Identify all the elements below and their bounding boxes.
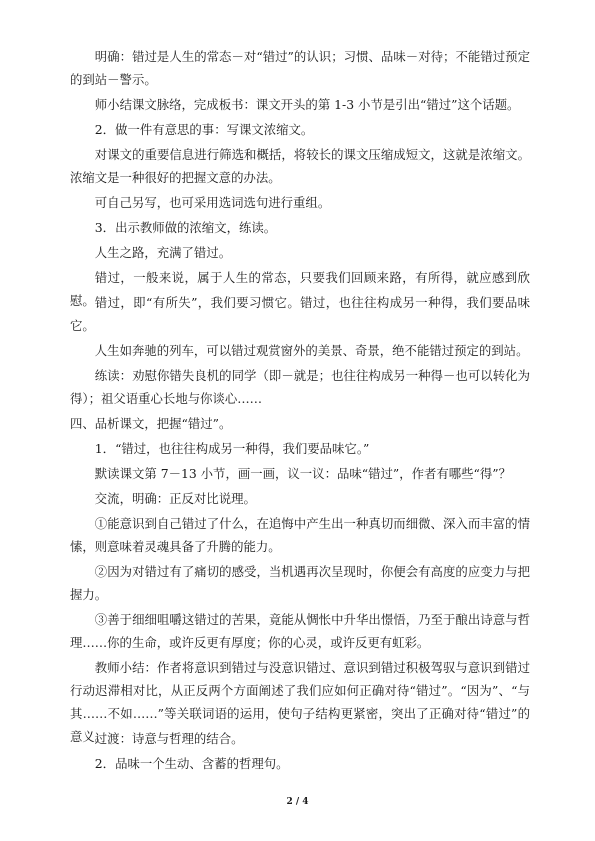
- paragraph: 人生如奔驰的列车，可以错过观赏窗外的美景、奇景，绝不能错过预定的到站。: [94, 343, 529, 358]
- paragraph: 默读课文第 7－13 小节，画一画，议一议：品味“错过”，作者有哪些“得”？: [94, 466, 511, 481]
- paragraph: 3．出示教师做的浓缩文，练读。: [94, 220, 277, 235]
- paragraph: 错过，即“有所失”，我们要习惯它。错过，也往往构成另一种得，我们要品味它。: [70, 295, 530, 333]
- paragraph: 师小结课文脉络，完成板书：课文开头的第 1-3 小节是引出“错过”这个话题。: [94, 97, 520, 112]
- paragraph: ②因为对错过有了痛切的感受，当机遇再次呈现时，你便会有高度的应变力与把握力。: [70, 564, 530, 602]
- paragraph: 人生之路，充满了错过。: [94, 245, 232, 260]
- paragraph: 过渡：诗意与哲理的结合。: [94, 731, 244, 746]
- page-number: 2 / 4: [286, 797, 309, 807]
- paragraph: 1．“错过，也往往构成另一种得，我们要品味它。”: [94, 441, 370, 456]
- paragraph: 交流，明确：正反对比说理。: [94, 491, 256, 506]
- paragraph: 教师小结：作者将意识到错过与没意识错过、意识到错过积极驾驭与意识到错过行动迟滞相对比，从正反两个方面阐述了我们应如何正确对待“错过”。“因为”、“与其……不如……”等关联词语的运用，使句子结构更紧密，突出了正确对待“错过”的意义。: [70, 660, 530, 744]
- paragraph: 2．品味一个生动、含蓄的哲理句。: [94, 756, 289, 771]
- paragraph: 可自己另写，也可采用选词选句进行重组。: [94, 195, 331, 210]
- paragraph: 明确：错过是人生的常态－对“错过”的认识；习惯、品味－对待；不能错过预定的到站－警示。: [70, 49, 530, 87]
- section-heading: 四、品析课文，把握“错过”。: [70, 416, 232, 431]
- paragraph: ①能意识到自己错过了什么，在追悔中产生出一种真切而细微、深入而丰富的情愫，则意味着灵魂具备了升腾的能力。: [70, 516, 530, 554]
- paragraph: 错过，一般来说，属于人生的常态，只要我们回顾来路，有所得，就应感到欣慰。: [70, 270, 530, 308]
- paragraph: 对课文的重要信息进行筛选和概括，将较长的课文压缩成短文，这就是浓缩文。浓缩文是一种很好的把握文意的办法。: [70, 147, 530, 185]
- paragraph: ③善于细细咀嚼这错过的苦果，竟能从惆怅中升华出憬悟，乃至于酿出诗意与哲理……你的生命，或许反更有厚度；你的心灵，或许反更有虹彩。: [70, 612, 530, 650]
- paragraph: 练读：劝慰你错失良机的同学（即－就是；也往往构成另一种得－也可以转化为得）；祖父语重心长地与你谈心……: [70, 368, 530, 406]
- paragraph: 2．做一件有意思的事：写课文浓缩文。: [94, 122, 314, 137]
